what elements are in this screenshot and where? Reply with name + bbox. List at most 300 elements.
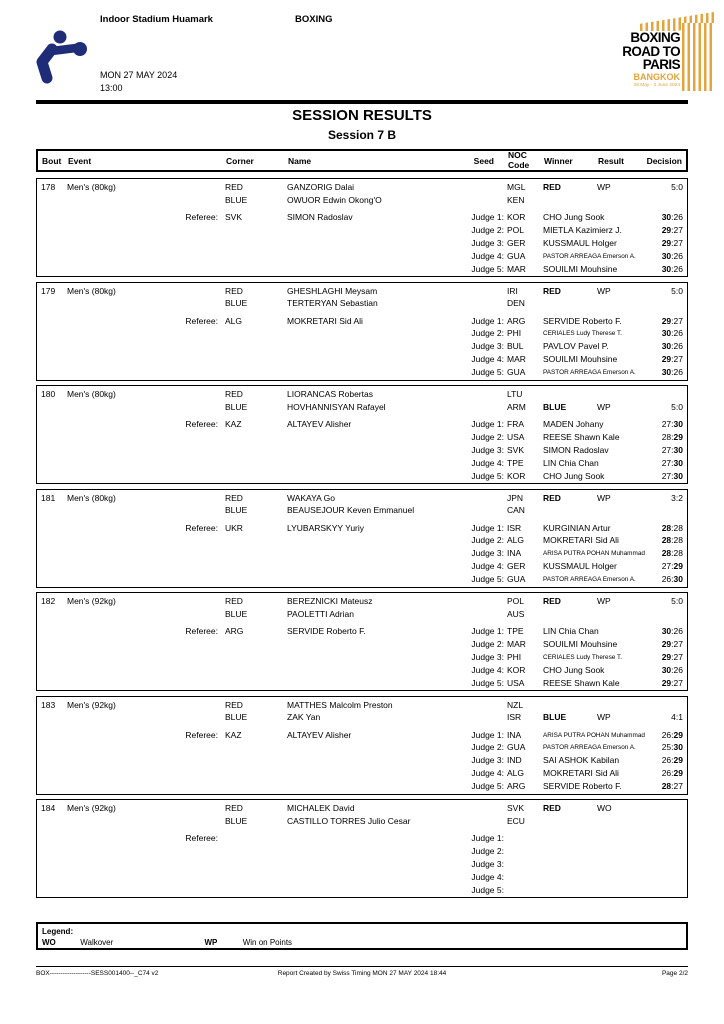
judge-name: REESE Shawn Kale	[543, 431, 620, 442]
red-corner-label: RED	[225, 389, 243, 399]
judge-name: MOKRETARI Sid Ali	[543, 535, 619, 546]
judge-score-red: 28	[661, 548, 672, 559]
judge-score-red: 29	[661, 315, 672, 326]
col-event: Event	[68, 155, 92, 166]
judge-score-blue: 30	[673, 419, 683, 429]
judge-score	[635, 328, 687, 341]
bout-event: Men's (92kg)	[67, 699, 116, 710]
blue-noc-code: DEN	[507, 298, 525, 308]
bout-list	[36, 178, 688, 898]
footer-report-code: BOX-------------------SESS001400--_C74 v2	[36, 970, 159, 977]
judge-score-blue: 30	[673, 457, 683, 468]
footer-rule	[36, 966, 688, 967]
logo-line1: BOXING	[630, 30, 680, 45]
judge-name	[543, 859, 635, 872]
judge-noc: KOR	[507, 470, 526, 481]
judge-name: PAVLOV Pavel P.	[543, 341, 609, 352]
score-separator: :	[671, 729, 674, 740]
result-value: WP	[597, 596, 611, 606]
logo-line2: ROAD TO	[622, 43, 680, 59]
judge-score	[635, 768, 687, 781]
judge-noc: GER	[507, 237, 526, 248]
judge-score	[635, 885, 687, 898]
red-corner-label: RED	[225, 285, 243, 296]
judge-name: LIN Chia Chan	[543, 457, 599, 468]
judge-score-blue: 26	[673, 250, 683, 261]
judge-score	[635, 251, 687, 264]
score-separator: :	[671, 431, 674, 442]
referee-label: Referee:	[185, 315, 218, 326]
judge-score-blue: 30	[673, 742, 683, 753]
red-corner-label: RED	[225, 803, 243, 813]
score-separator: :	[671, 328, 674, 339]
judge-score-red: 30	[661, 664, 672, 675]
score-separator: :	[671, 664, 674, 675]
judge-name	[543, 846, 635, 859]
blue-boxer-name: HOVHANNISYAN Rafayel	[287, 401, 386, 412]
judge-score-red: 30	[661, 626, 672, 636]
judge-score	[635, 264, 687, 277]
referee-noc: KAZ	[225, 419, 242, 429]
judge-score	[635, 445, 687, 458]
judge-score-red: 26	[661, 755, 672, 766]
bout-block	[36, 178, 688, 277]
judge-noc: KOR	[507, 212, 526, 222]
bout-block	[36, 799, 688, 898]
judge-label: Judge 5:	[471, 470, 504, 481]
blue-corner-label: BLUE	[225, 815, 248, 826]
score-separator: :	[671, 651, 674, 662]
venue-name: Indoor Stadium Huamark	[100, 14, 213, 25]
referee-name: SIMON Radoslav	[287, 212, 353, 222]
judge-label: Judge 3:	[471, 858, 504, 869]
judge-label: Judge 4:	[471, 871, 504, 882]
judge-score-blue: 29	[673, 729, 683, 740]
judge-noc: ARG	[507, 781, 526, 792]
judge-label: Judge 4:	[471, 664, 504, 675]
bout-block	[36, 696, 688, 795]
decision-value: 5:0	[671, 596, 683, 606]
judge-score-blue: 26	[673, 626, 683, 636]
score-separator: :	[671, 250, 674, 261]
judge-label: Judge 4:	[471, 250, 504, 261]
judge-name: PASTOR ARREAGA Emerson A.	[543, 744, 636, 752]
winner-value: RED	[543, 803, 561, 813]
judge-score-red: 26	[661, 574, 672, 585]
bout-number: 180	[41, 389, 56, 399]
judge-label: Judge 2:	[471, 431, 504, 442]
judge-label: Judge 4:	[471, 768, 504, 779]
judge-score-red: 30	[661, 250, 672, 261]
referee-name	[287, 833, 467, 846]
judge-score	[635, 238, 687, 251]
blue-corner-label: BLUE	[225, 298, 248, 308]
red-corner-label: RED	[225, 182, 243, 192]
judge-score-blue: 29	[673, 431, 683, 442]
judge-score	[635, 755, 687, 768]
decision-value: 3:2	[671, 492, 683, 503]
judge-score	[635, 652, 687, 665]
judge-score	[635, 535, 687, 548]
score-separator: :	[671, 444, 674, 455]
boxing-pictogram-icon	[26, 28, 90, 84]
referee-label: Referee:	[185, 626, 218, 636]
judge-score-red: 27	[661, 457, 672, 468]
decision-value: 4:1	[671, 712, 683, 722]
judge-score	[635, 626, 687, 639]
footer	[36, 970, 688, 977]
logo-dates: 26 May - 2 June 2024	[633, 82, 680, 88]
judge-score-blue: 30	[673, 574, 683, 585]
score-separator: :	[671, 561, 674, 572]
judge-name	[543, 833, 635, 846]
judge-score	[635, 639, 687, 652]
blue-noc-code: ISR	[507, 712, 522, 722]
legend-box	[36, 922, 688, 950]
judge-score-blue: 26	[673, 664, 683, 675]
legend-title: Legend:	[42, 927, 74, 936]
judge-score	[635, 561, 687, 574]
judge-score-red: 27	[661, 561, 672, 572]
referee-label: Referee:	[185, 419, 218, 429]
judge-score-blue: 27	[673, 354, 683, 365]
bout-event: Men's (80kg)	[67, 285, 116, 296]
judge-noc	[507, 872, 543, 885]
decision-value: 5:0	[671, 401, 683, 412]
judge-score-blue: 29	[673, 561, 683, 572]
result-value: WP	[597, 492, 611, 503]
red-noc-code: IRI	[507, 285, 518, 296]
judge-score	[635, 458, 687, 471]
bout-event: Men's (92kg)	[67, 596, 116, 606]
winner-value: RED	[543, 492, 561, 503]
judge-noc: IND	[507, 755, 522, 766]
judge-label: Judge 5:	[471, 884, 504, 895]
judge-label: Judge 5:	[471, 367, 504, 378]
bout-block	[36, 489, 688, 588]
judge-score-red: 26	[661, 729, 672, 740]
blue-boxer-name: PAOLETTI Adrian	[287, 608, 354, 619]
judge-score	[635, 678, 687, 691]
judge-score	[635, 548, 687, 561]
bout-number: 179	[41, 285, 56, 296]
bout-event: Men's (92kg)	[67, 803, 116, 813]
judge-score-blue: 27	[673, 651, 683, 662]
winner-value: BLUE	[543, 712, 567, 722]
bout-number: 178	[41, 182, 56, 192]
judge-label: Judge 1:	[471, 212, 504, 222]
logo-city: BANGKOK	[633, 71, 680, 82]
judge-score-red: 26	[661, 768, 672, 779]
blue-boxer-name: OWUOR Edwin Okong'O	[287, 194, 382, 205]
decision-value	[635, 803, 687, 816]
judge-label: Judge 3:	[471, 341, 504, 352]
score-separator: :	[671, 470, 674, 481]
judge-name: CERIALES Ludy Therese T.	[543, 653, 622, 661]
judge-label: Judge 1:	[471, 522, 504, 533]
bout-number: 184	[41, 803, 56, 813]
referee-label: Referee:	[185, 729, 218, 740]
score-separator: :	[671, 354, 674, 365]
blue-corner-label: BLUE	[225, 194, 248, 205]
judge-score-red: 28	[661, 522, 672, 533]
judge-score-blue: 27	[673, 224, 683, 235]
judge-label: Judge 2:	[471, 845, 504, 856]
judge-name: CERIALES Ludy Therese T.	[543, 330, 622, 338]
result-value: WP	[597, 182, 611, 192]
judge-score-blue: 26	[673, 263, 683, 274]
judge-noc: GUA	[507, 742, 526, 753]
blue-boxer-name: BEAUSEJOUR Keven Emmanuel	[287, 505, 415, 515]
judge-label: Judge 2:	[471, 224, 504, 235]
judge-score	[635, 846, 687, 859]
judge-score-red: 27	[661, 470, 672, 481]
legend-row	[42, 937, 682, 948]
logo-line3: PARIS	[642, 57, 680, 72]
winner-value: RED	[543, 596, 561, 606]
col-noc-line1: NOC	[508, 150, 527, 160]
blue-corner-label: BLUE	[225, 608, 248, 619]
judge-noc: ARG	[507, 315, 526, 326]
judge-noc: TPE	[507, 457, 524, 468]
judge-name: ARISA PUTRA POHAN Muhammad	[543, 731, 645, 739]
judge-score-red: 29	[661, 237, 672, 248]
judge-score-blue: 28	[673, 548, 683, 559]
judge-name	[543, 872, 635, 885]
judge-name: KUSSMAUL Holger	[543, 237, 617, 248]
judge-noc	[507, 885, 543, 898]
judge-name: CHO Jung Sook	[543, 212, 605, 222]
judge-noc: PHI	[507, 651, 522, 662]
judge-name	[543, 885, 635, 898]
judge-score	[635, 225, 687, 238]
blue-noc-code: ECU	[507, 815, 525, 826]
judge-name: PASTOR ARREAGA Emerson A.	[543, 369, 636, 377]
score-separator: :	[671, 677, 674, 688]
judge-noc: ISR	[507, 522, 522, 533]
referee-name: SERVIDE Roberto F.	[287, 626, 366, 636]
judge-name: ARISA PUTRA POHAN Muhammad	[543, 550, 645, 558]
bout-event: Men's (80kg)	[67, 182, 116, 192]
judge-noc: USA	[507, 431, 525, 442]
red-noc-code: LTU	[507, 389, 523, 399]
blue-corner-label: BLUE	[225, 505, 248, 515]
judge-name: MADEN Johany	[543, 419, 604, 429]
judge-score	[635, 432, 687, 445]
score-separator: :	[671, 755, 674, 766]
judge-noc: USA	[507, 677, 525, 688]
judge-name: KUSSMAUL Holger	[543, 561, 617, 572]
judge-score	[635, 367, 687, 380]
judge-label: Judge 2:	[471, 328, 504, 339]
judge-name: SIMON Radoslav	[543, 444, 609, 455]
judge-noc: MAR	[507, 263, 526, 274]
bout-event: Men's (80kg)	[67, 492, 116, 503]
judge-label: Judge 2:	[471, 535, 504, 546]
sport-name: BOXING	[295, 14, 333, 25]
score-separator: :	[671, 768, 674, 779]
judge-name: CHO Jung Sook	[543, 664, 605, 675]
legend-label-wp: Win on Points	[242, 938, 293, 947]
judge-noc: KOR	[507, 664, 526, 675]
judge-noc: ALG	[507, 768, 525, 779]
score-separator: :	[671, 781, 674, 792]
table-header	[36, 149, 688, 172]
score-separator: :	[671, 367, 674, 378]
winner-value: RED	[543, 285, 561, 296]
judge-name: PASTOR ARREAGA Emerson A.	[543, 576, 636, 584]
judge-label: Judge 3:	[471, 548, 504, 559]
judge-score	[635, 859, 687, 872]
judge-score-red: 30	[661, 212, 672, 222]
red-boxer-name: MATTHES Malcolm Preston	[287, 699, 393, 710]
judge-score-blue: 27	[673, 781, 683, 792]
judge-name: SOUILMI Mouhsine	[543, 263, 618, 274]
judge-label: Judge 4:	[471, 457, 504, 468]
judge-score-blue: 26	[673, 212, 683, 222]
blue-boxer-name: ZAK Yan	[287, 712, 321, 722]
judge-name: LIN Chia Chan	[543, 626, 599, 636]
referee-noc: ALG	[225, 315, 243, 326]
score-separator: :	[671, 341, 674, 352]
referee-noc: KAZ	[225, 729, 242, 740]
red-noc-code: SVK	[507, 803, 525, 813]
bout-block	[36, 385, 688, 484]
judge-noc: TPE	[507, 626, 524, 636]
score-separator: :	[671, 535, 674, 546]
judge-noc: ALG	[507, 535, 525, 546]
judge-score	[635, 781, 687, 794]
logo-text	[620, 31, 680, 88]
judge-score-blue: 27	[673, 638, 683, 649]
judge-score	[635, 665, 687, 678]
event-logo	[610, 10, 718, 100]
judge-label: Judge 3:	[471, 755, 504, 766]
session-subtitle: Session 7 B	[327, 128, 397, 142]
blue-noc-code: AUS	[507, 608, 525, 619]
judge-score-red: 27	[661, 444, 672, 455]
judge-score	[635, 419, 687, 432]
judge-score-blue: 27	[673, 237, 683, 248]
judge-score	[635, 212, 687, 225]
judge-label: Judge 3:	[471, 444, 504, 455]
judge-score	[635, 471, 687, 484]
referee-name: ALTAYEV Alisher	[287, 419, 352, 429]
referee-label: Referee:	[185, 833, 218, 843]
result-value: WP	[597, 712, 611, 722]
judge-label: Judge 3:	[471, 237, 504, 248]
judge-label: Judge 5:	[471, 677, 504, 688]
score-separator: :	[671, 224, 674, 235]
col-bout: Bout	[42, 155, 62, 166]
judge-name: MIETLA Kazimierz J.	[543, 224, 622, 235]
referee-noc: SVK	[225, 212, 243, 222]
bout-block	[36, 282, 688, 381]
referee-label: Referee:	[185, 212, 218, 222]
judge-noc: BUL	[507, 341, 524, 352]
session-time: 13:00	[100, 83, 123, 93]
judge-score-blue: 27	[673, 315, 683, 326]
col-name: Name	[288, 155, 312, 166]
red-corner-label: RED	[225, 596, 243, 606]
col-noc-code	[508, 151, 544, 170]
score-separator: :	[671, 742, 674, 753]
judge-score-red: 30	[661, 341, 672, 352]
judge-noc: MAR	[507, 354, 526, 365]
blue-noc-code: KEN	[507, 194, 525, 205]
referee-noc: ARG	[225, 626, 244, 636]
judge-name: KURGINIAN Artur	[543, 522, 611, 533]
referee-name: LYUBARSKYY Yuriy	[287, 522, 365, 533]
judge-score	[635, 833, 687, 846]
footer-page-number: Page 2/2	[661, 970, 688, 977]
judge-noc: POL	[507, 224, 525, 235]
judge-score-blue: 28	[673, 522, 683, 533]
score-separator: :	[671, 457, 674, 468]
judge-score	[635, 523, 687, 536]
judge-noc	[507, 833, 543, 846]
judge-score	[635, 730, 687, 743]
red-boxer-name: MICHALEK David	[287, 803, 355, 813]
judge-score-red: 30	[661, 367, 672, 378]
judge-label: Judge 3:	[471, 651, 504, 662]
score-separator: :	[671, 626, 674, 636]
judge-score	[635, 574, 687, 587]
red-boxer-name: GHESHLAGHI Meysam	[287, 285, 378, 296]
judge-noc: GUA	[507, 367, 526, 378]
decision-value: 5:0	[671, 182, 683, 192]
bout-number: 181	[41, 492, 56, 503]
judge-score	[635, 872, 687, 885]
legend-label-wo: Walkover	[80, 938, 114, 947]
blue-corner-label: BLUE	[225, 712, 248, 722]
bout-number: 182	[41, 596, 56, 606]
judge-noc: FRA	[507, 419, 524, 429]
red-boxer-name: GANZORIG Dalai	[287, 182, 355, 192]
score-separator: :	[671, 263, 674, 274]
judge-noc: SVK	[507, 444, 525, 455]
judge-score-blue: 27	[673, 677, 683, 688]
judge-score-blue: 29	[673, 768, 683, 779]
red-noc-code: POL	[507, 596, 525, 606]
winner-value: BLUE	[543, 401, 567, 412]
blue-noc-code: ARM	[507, 401, 526, 412]
judge-label: Judge 5:	[471, 781, 504, 792]
page-title: SESSION RESULTS	[292, 107, 432, 124]
judge-noc: PHI	[507, 328, 522, 339]
judge-name: SAI ASHOK Kabilan	[543, 755, 620, 766]
score-separator: :	[671, 212, 674, 222]
col-corner: Corner	[226, 155, 254, 166]
result-value: WP	[597, 401, 611, 412]
judge-name: MOKRETARI Sid Ali	[543, 768, 619, 779]
red-corner-label: RED	[225, 699, 243, 710]
bout-block	[36, 592, 688, 691]
score-separator: :	[671, 548, 674, 559]
judge-name: REESE Shawn Kale	[543, 677, 620, 688]
referee-noc	[225, 833, 287, 846]
judge-score	[635, 316, 687, 329]
judge-label: Judge 4:	[471, 561, 504, 572]
red-corner-label: RED	[225, 492, 243, 503]
col-winner: Winner	[544, 155, 573, 166]
judge-score-red: 29	[661, 354, 672, 365]
judge-label: Judge 2:	[471, 742, 504, 753]
judge-name: SOUILMI Mouhsine	[543, 354, 618, 365]
header-rule	[36, 100, 688, 104]
judge-label: Judge 2:	[471, 638, 504, 649]
col-decision: Decision	[646, 155, 682, 166]
